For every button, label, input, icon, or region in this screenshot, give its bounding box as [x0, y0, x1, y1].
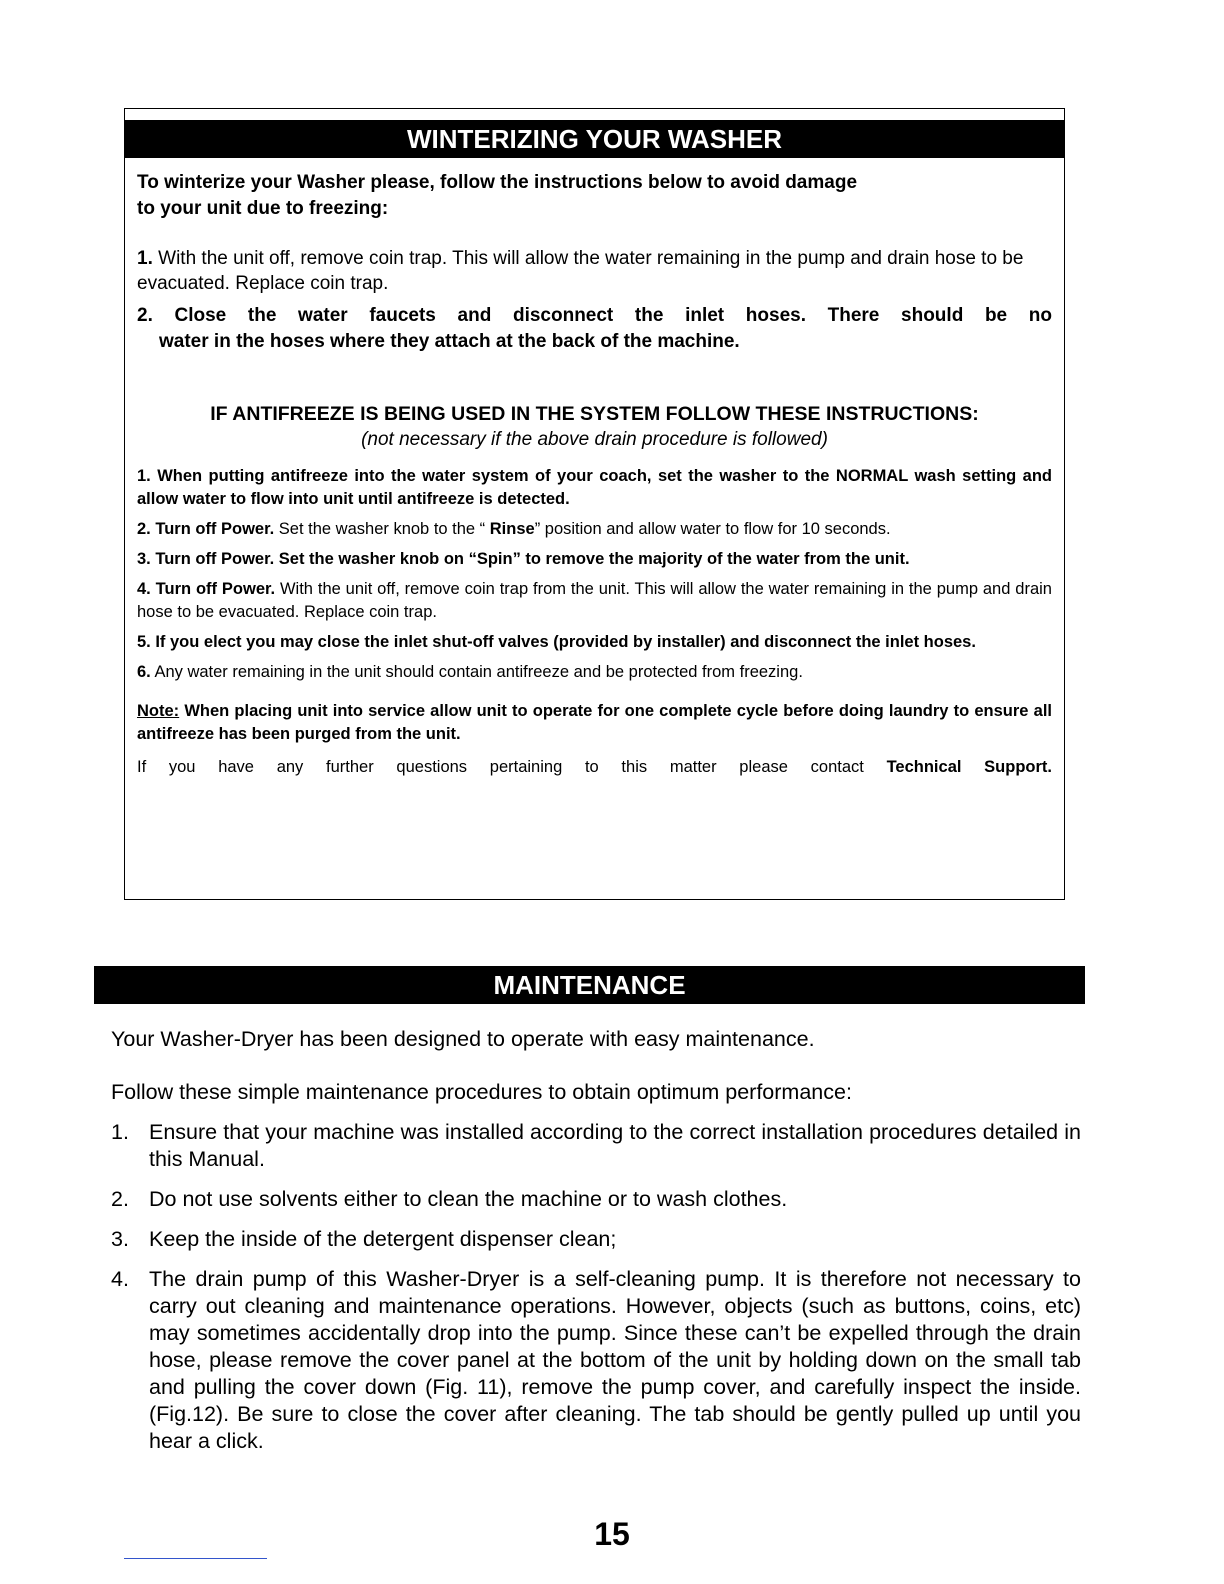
winterizing-section — [124, 108, 1065, 900]
intro-line-1: To winterize your Washer please, follow the instructions below to avoid damage — [137, 172, 858, 193]
maintenance-intro-1: Your Washer-Dryer has been designed to operate with easy maintenance. — [111, 1027, 815, 1051]
antifreeze-heading: IF ANTIFREEZE IS BEING USED IN THE SYSTEM FOLLOW THESE INSTRUCTIONS: — [210, 403, 979, 425]
antifreeze-item-2: 2. Turn off Power. Set the washer knob to the “ Rinse” position and allow water to flow for 10 seconds. — [137, 520, 891, 538]
intro-line-2: to your unit due to freezing: — [137, 198, 389, 219]
list-item: 4. The drain pump of this Washer-Dryer is a self-cleaning pump. It is therefore not necessary to carry out cleaning and maintenance operations. However, objects (such as buttons, coins, etc) may sometimes accidentally drop into the pump. Since these can’t be expelled through the drain hose, please remove the cover panel at the bottom of the unit by holding down on the small tab and pulling the cover down (Fig. 11), remove the pump cover, and carefully inspect the inside. (Fig.12). Be sure to close the cover after cleaning. The tab should be gently pulled up until you hear a click. — [111, 1267, 1081, 1453]
step-1-number: 1. — [137, 248, 153, 269]
antifreeze-item-5: 5. If you elect you may close the inlet shut-off valves (provided by installer) and disconnect the inlet hoses. — [137, 633, 976, 651]
antifreeze-item-1: 1. When putting antifreeze into the water system of your coach, set the washer to the NORMAL wash setting and allow water to flow into unit until antifreeze is detected. — [137, 467, 1052, 508]
antifreeze-list — [137, 465, 1052, 684]
list-item: 3. Keep the inside of the detergent dispenser clean; — [111, 1227, 617, 1251]
contact-line: If you have any further questions pertaining to this matter please contact Technical Support. — [137, 758, 1052, 776]
winterizing-step-1 — [137, 246, 1052, 296]
winterizing-title: WINTERIZING YOUR WASHER — [125, 120, 1064, 158]
maintenance-list — [111, 1119, 1081, 1455]
page-number: 15 — [594, 1516, 630, 1552]
antifreeze-item-4: 4. Turn off Power. With the unit off, remove coin trap from the unit. This will allow the water remaining in the pump and drain hose to be evacuated. Replace coin trap. — [137, 580, 1052, 621]
winterizing-step-2-line-1: 2. Close the water faucets and disconnect the inlet hoses. There should be no — [137, 305, 1052, 326]
antifreeze-item-6: 6. Any water remaining in the unit should contain antifreeze and be protected from freezing. — [137, 663, 803, 681]
maintenance-intro-2: Follow these simple maintenance procedures to obtain optimum performance: — [111, 1080, 852, 1104]
antifreeze-note — [137, 700, 1052, 746]
list-item: 2. Do not use solvents either to clean the machine or to wash clothes. — [111, 1187, 788, 1211]
maintenance-title: MAINTENANCE — [94, 966, 1085, 1004]
winterizing-step-2-line-2: water in the hoses where they attach at the back of the machine. — [159, 331, 740, 352]
maintenance-section — [111, 1026, 1081, 1468]
footer-divider — [124, 1558, 267, 1559]
technical-support-label: Technical Support. — [886, 758, 1052, 776]
step-1-text: With the unit off, remove coin trap. This will allow the water remaining in the pump and drain hose to be evacuated. Replace coin trap. — [137, 248, 1024, 294]
antifreeze-item-3: 3. Turn off Power. Set the washer knob on “Spin” to remove the majority of the water from the unit. — [137, 550, 910, 568]
list-item: 1. Ensure that your machine was installed according to the correct installation procedures detailed in this Manual. — [111, 1120, 1081, 1171]
winterizing-intro — [137, 170, 1052, 222]
antifreeze-subheading: (not necessary if the above drain procedure is followed) — [361, 429, 828, 450]
note-text: When placing unit into service allow unit to operate for one complete cycle before doing laundry to ensure all antifreeze has been purged from the unit. — [137, 702, 1052, 743]
note-label: Note: — [137, 702, 180, 720]
